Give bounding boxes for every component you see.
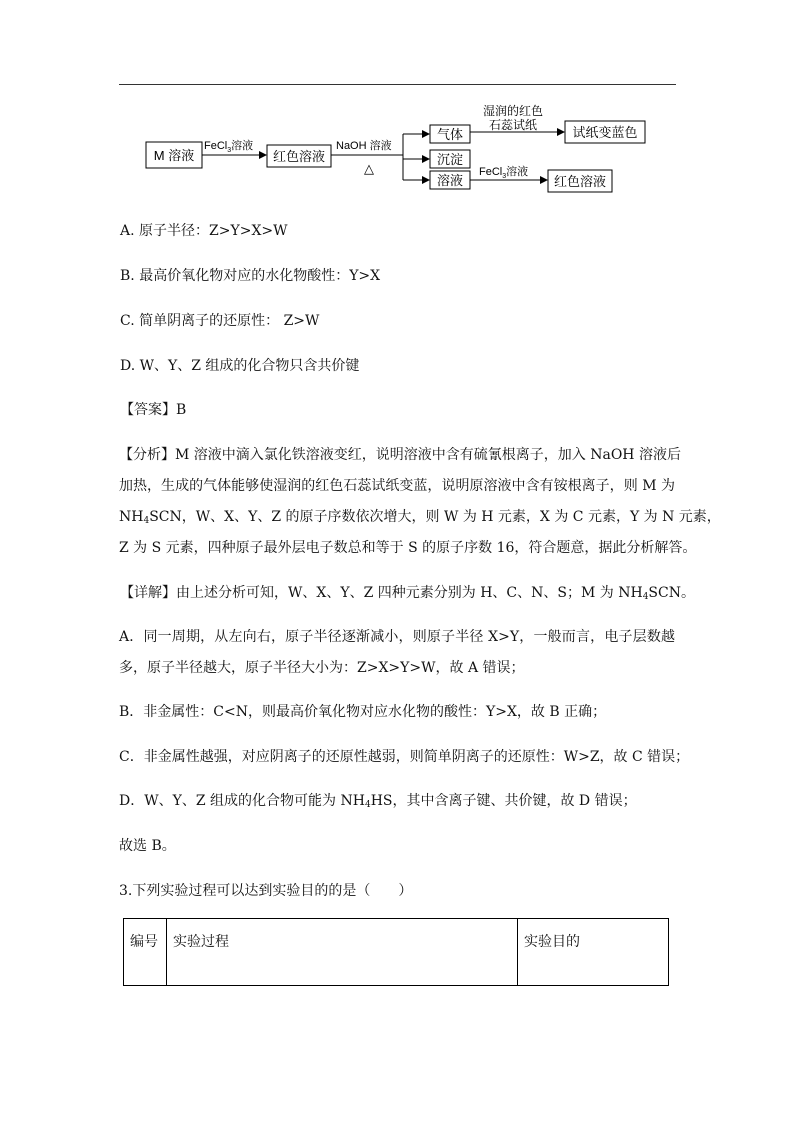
red-solution-label-1: 红色溶液 bbox=[272, 149, 326, 164]
header-number: 编号 bbox=[124, 919, 167, 986]
header-process: 实验过程 bbox=[167, 919, 518, 986]
option-c: C. 简单阴离子的还原性： Z>W bbox=[120, 313, 320, 329]
analysis-line-3: $NH_4SCN$，W、X、Y、Z 的原子序数依次增大，则 W 为 H 元素，X 为 C 元素，Y 为 N 元素， bbox=[119, 509, 721, 526]
experiment-table bbox=[123, 918, 669, 986]
naoh-label: NaOH 溶液 bbox=[336, 140, 392, 152]
wet-paper-label-2: 石蕊试纸 bbox=[488, 118, 538, 132]
precipitate-label: 沉淀 bbox=[436, 152, 464, 167]
fecl3-label-2: FeCl$_3$溶液 bbox=[479, 166, 529, 180]
detail-d: D．W、Y、Z 组成的化合物可能为 $NH_4HS$，其中含离子键、共价键，故 D 错误； bbox=[119, 793, 637, 810]
header-rule bbox=[119, 84, 676, 85]
header-purpose: 实验目的 bbox=[518, 919, 669, 986]
m-solution-label: M 溶液 bbox=[153, 148, 195, 163]
wet-paper-label-1: 湿润的红色 bbox=[482, 104, 544, 118]
analysis-line-1: 【分析】M 溶液中滴入氯化铁溶液变红，说明溶液中含有硫氰根离子，加入 NaOH 溶液后 bbox=[119, 447, 681, 463]
paper-blue-label: 试纸变蓝色 bbox=[572, 125, 638, 140]
question-3: 3.下列实验过程可以达到实验目的的是（ ） bbox=[119, 883, 413, 899]
fecl3-label-1: FeCl$_3$溶液 bbox=[204, 140, 254, 154]
detail-line-1: 【详解】由上述分析可知，W、X、Y、Z 四种元素分别为 H、C、N、S；M 为 $NH_4SCN$。 bbox=[120, 585, 695, 602]
detail-a-line-1: A．同一周期，从左向右，原子半径逐渐减小，则原子半径 X>Y，一般而言，电子层数越 bbox=[119, 629, 675, 645]
heat-symbol: △ bbox=[364, 161, 374, 176]
option-a: A. 原子半径：Z>Y>X>W bbox=[120, 223, 288, 239]
detail-b: B．非金属性：C<N，则最高价氧化物对应水化物的酸性：Y>X，故 B 正确； bbox=[119, 704, 607, 720]
gas-label: 气体 bbox=[436, 127, 464, 142]
solution-label: 溶液 bbox=[436, 173, 464, 188]
analysis-line-4: Z 为 S 元素，四种原子最外层电子数总和等于 S 的原子序数 16，符合题意，据此分析解答。 bbox=[119, 540, 697, 556]
option-b: B. 最高价氧化物对应的水化物酸性：Y>X bbox=[120, 268, 381, 284]
option-d: D. W、Y、Z 组成的化合物只含共价键 bbox=[120, 358, 360, 374]
conclusion-line: 故选 B。 bbox=[119, 838, 176, 854]
detail-a-line-2: 多，原子半径越大，原子半径大小为：Z>X>Y>W，故 A 错误； bbox=[119, 660, 525, 676]
answer-line: 【答案】B bbox=[120, 402, 187, 418]
reaction-flow-diagram bbox=[140, 98, 660, 198]
detail-c: C．非金属性越强，对应阴离子的还原性越弱，则简单阴离子的还原性：W>Z，故 C 错误； bbox=[119, 749, 690, 765]
table-header-row bbox=[124, 919, 669, 986]
red-solution-label-2: 红色溶液 bbox=[553, 174, 607, 189]
analysis-line-2: 加热，生成的气体能够使湿润的红色石蕊试纸变蓝，说明原溶液中含有铵根离子，则 M 为 bbox=[119, 478, 675, 494]
